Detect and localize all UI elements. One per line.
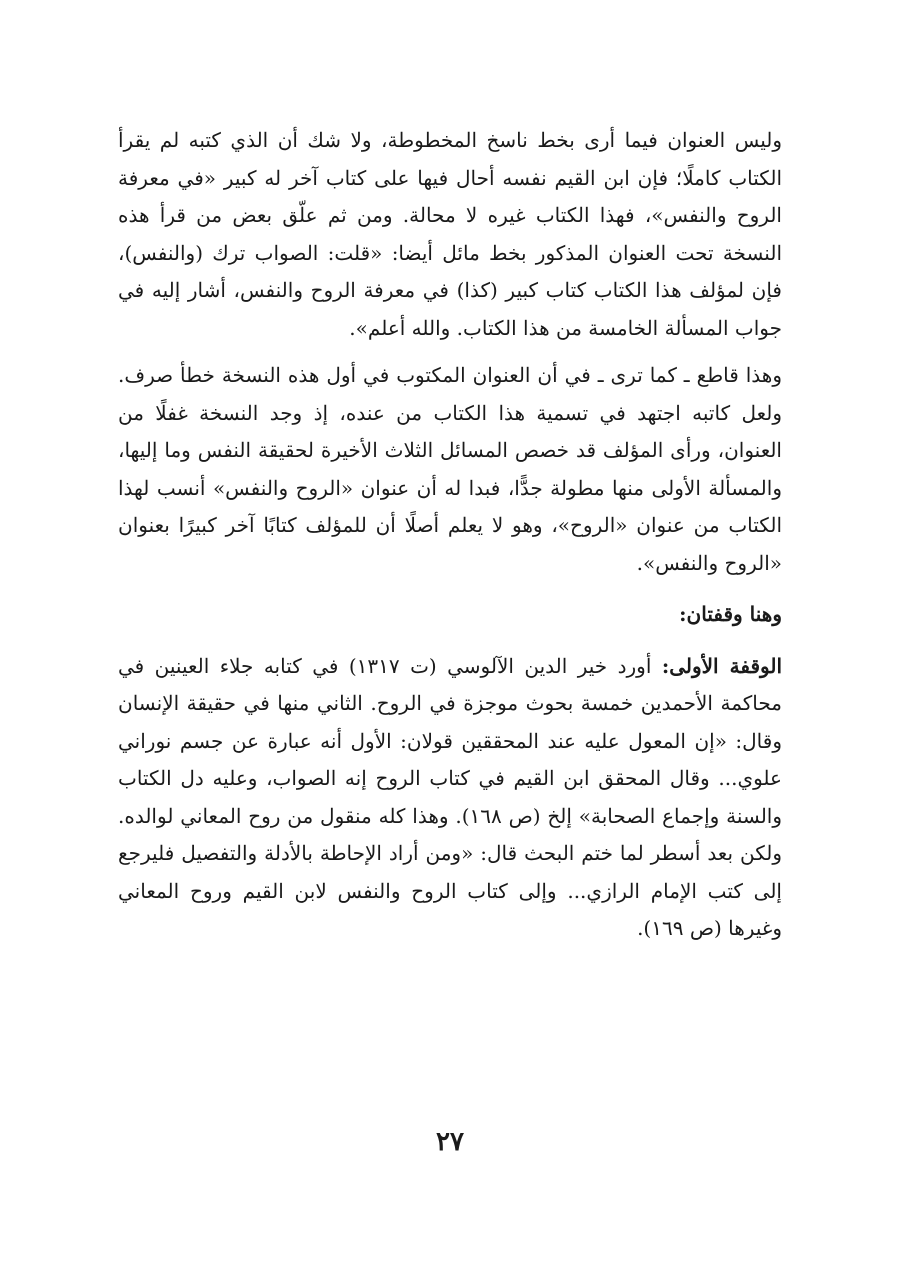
section-heading: وهنا وقفتان: [679, 602, 782, 626]
body-text [118, 122, 782, 948]
paragraph-title-discussion: وليس العنوان فيما أرى بخط ناسخ المخطوطة، ولا شك أن الذي كتبه لم يقرأ الكتاب كاملًا؛ فإن ابن القيم نفسه أحال فيها على كتاب آخر له كبير «في معرفة الروح والنفس»، فهذا الكتاب غيره لا محالة. ومن ثم علّق بعض من قرأ هذه النسخة تحت العنوان المذكور بخط مائل أيضا: «قلت: الصواب ترك (والنفس)، فإن لمؤلف هذا الكتاب كتاب كبير (كذا) في معرفة الروح والنفس، أشار إليه في جواب المسألة الخامسة من هذا الكتاب. والله أعلم». [118, 128, 782, 340]
paragraph-lead: الوقفة الأولى: [661, 653, 782, 678]
paragraph-title-error: وهذا قاطع ـ كما ترى ـ في أن العنوان المكتوب في أول هذه النسخة خطأ صرف. ولعل كاتبه اجتهد في تسمية هذا الكتاب من عنده، إذ وجد النسخة غفلًا من العنوان، ورأى المؤلف قد خصص المسائل الثلاث الأخيرة لحقيقة النفس وما إليها، والمسألة الأولى منها مطولة جدًّا، فبدا له أن عنوان «الروح والنفس» أنسب لهذا الكتاب من عنوان «الروح»، وهو لا يعلم أصلًا أن للمؤلف كتابًا آخر كبيرًا بعنوان «الروح والنفس». [118, 363, 782, 575]
page-number: ٢٧ [436, 1127, 464, 1157]
paragraph-body: أورد خير الدين الآلوسي (ت ١٣١٧) في كتابه جلاء العينين في محاكمة الأحمدين خمسة بحوث موجزة في الروح. الثاني منها في حقيقة الإنسان وقال: «إن المعول عليه عند المحققين قولان: الأول أنه عبارة عن جسم نوراني علوي... وقال المحقق ابن القيم في كتاب الروح إنه الصواب، وعليه دل الكتاب والسنة وإجماع الصحابة» إلخ (ص ١٦٨). وهذا كله منقول من روح المعاني لوالده. ولكن بعد أسطر لما ختم البحث قال: «ومن أراد الإحاطة بالأدلة والتفصيل فليرجع إلى كتب الإمام الرازي... وإلى كتاب الروح والنفس لابن القيم وروح المعاني وغيرها (ص ١٦٩). [118, 653, 783, 940]
paragraph-first-pause [118, 648, 782, 948]
